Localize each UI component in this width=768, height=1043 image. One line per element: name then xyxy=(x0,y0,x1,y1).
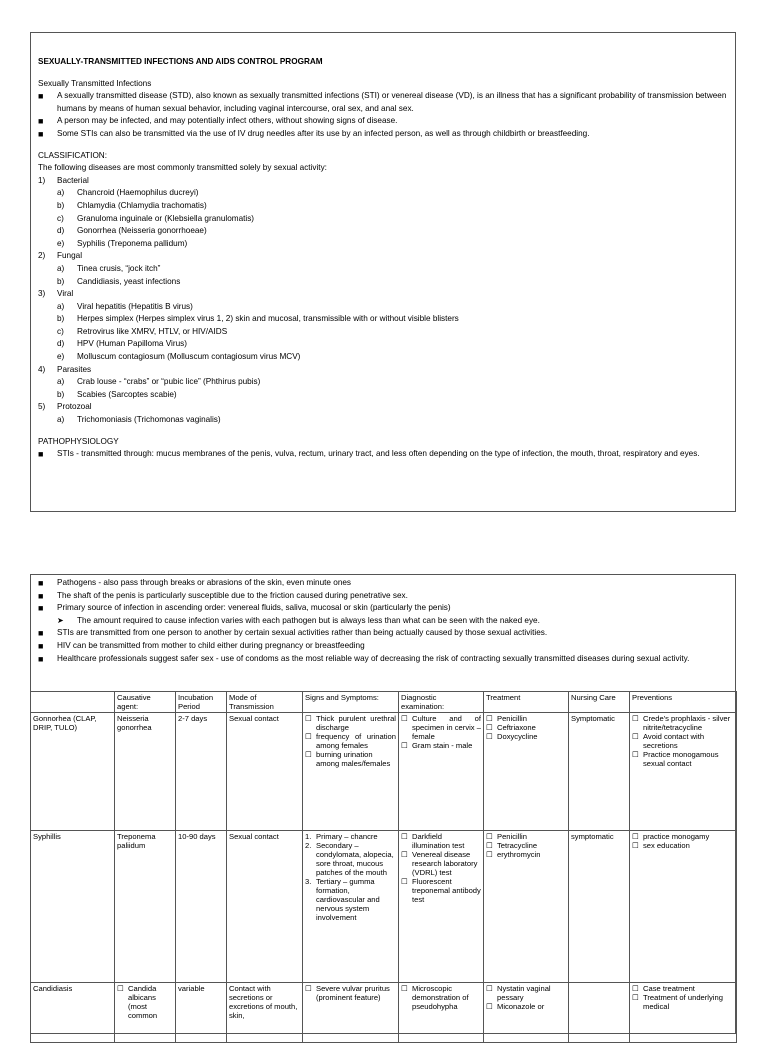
cell-item: Culture and of specimen in cervix – female xyxy=(412,714,481,741)
item-text: Crab louse - “crabs” or “pubic lice” (Phthirus pubis) xyxy=(77,377,261,387)
nursing-cell: Symptomatic xyxy=(569,713,630,831)
bullet-item xyxy=(38,128,729,141)
checkbox-bullet-icon: ☐ xyxy=(401,832,408,841)
square-bullet-icon: ■ xyxy=(38,91,44,102)
bullet-item xyxy=(38,115,729,128)
checkbox-bullet-icon: ☐ xyxy=(486,841,493,850)
cell-item: Penicillin xyxy=(497,714,527,723)
item-text: Tinea crusis, “jock itch” xyxy=(77,263,161,273)
class-item xyxy=(38,263,729,276)
bullet-text: A sexually transmitted disease (STD), also known as sexually transmitted infections (STI) or venereal disease (VD), is an illness that has a significant probability of transmission between humans by means of human sexual behavior, including vaginal intercourse, oral sex, and anal sex. xyxy=(57,91,727,113)
item-letter: a) xyxy=(57,415,65,425)
treatment-cell xyxy=(484,983,569,1043)
checkbox-bullet-icon: ☐ xyxy=(632,714,639,723)
cell-item: Primary – chancre xyxy=(316,832,378,841)
sti-subheading: Sexually Transmitted Infections xyxy=(38,78,152,88)
class-heading xyxy=(38,364,729,377)
class-item xyxy=(38,238,729,251)
item-text: Chancroid (Haemophilus ducreyi) xyxy=(77,188,199,198)
agent-cell: Treponema paliidum xyxy=(115,831,176,983)
class-item xyxy=(38,338,729,351)
bullet-text: Healthcare professionals suggest safer sex - use of condoms as the most reliable way of decreasing the risk of contracting sexually transmitted diseases during sexual activity. xyxy=(57,653,690,663)
bullet-text: HIV can be transmitted from mother to child either during pregnancy or breastfeeding xyxy=(57,640,365,650)
class-item xyxy=(38,376,729,389)
checkbox-bullet-icon: ☐ xyxy=(486,850,493,859)
square-bullet-icon: ■ xyxy=(38,640,44,651)
square-bullet-icon: ■ xyxy=(38,128,44,139)
checkbox-bullet-icon: ☐ xyxy=(632,732,639,741)
cell-item: Microscopic demonstration of pseudohypha xyxy=(412,984,469,1011)
bullet-item xyxy=(38,448,729,461)
cell-item: sex education xyxy=(643,841,690,850)
classification-heading: CLASSIFICATION: xyxy=(38,150,107,160)
square-bullet-icon: ■ xyxy=(38,653,44,664)
cell-item: Miconazole or xyxy=(497,1002,545,1011)
incubation-cell: 10-90 days xyxy=(176,831,227,983)
checkbox-bullet-icon: ☐ xyxy=(401,714,408,723)
class-number: 3) xyxy=(38,289,46,299)
bullet-item xyxy=(38,627,729,640)
table-row xyxy=(31,713,737,831)
header-cell: Nursing Care xyxy=(569,692,630,713)
class-item xyxy=(38,200,729,213)
mode-cell: Sexual contact xyxy=(227,831,303,983)
class-item xyxy=(38,187,729,200)
class-item xyxy=(38,326,729,339)
agent-cell: Neisseria gonorrhea xyxy=(115,713,176,831)
treatment-cell xyxy=(484,713,569,831)
cell-item: Tetracycline xyxy=(497,841,538,850)
cell-item: erythromycin xyxy=(497,850,541,859)
cell-item: Doxycycline xyxy=(497,732,538,741)
disease-cell: Syphillis xyxy=(31,831,115,983)
bullet-text: Pathogens - also pass through breaks or abrasions of the skin, even minute ones xyxy=(57,578,352,587)
cell-item: Venereal disease research laboratory (VDRL) test xyxy=(412,850,478,877)
arrow-item xyxy=(38,615,729,628)
signs-cell xyxy=(303,713,399,831)
header-cell: Preventions xyxy=(630,692,737,713)
item-letter: b) xyxy=(57,389,65,399)
bullet-text: STIs are transmitted from one person to another by certain sexual activities rather than being actually caused by those sexual activities. xyxy=(57,628,548,638)
cell-item: Tertiary – gumma formation, cardiovascular and nervous system involvement xyxy=(316,877,380,922)
square-bullet-icon: ■ xyxy=(38,603,44,614)
class-number: 1) xyxy=(38,175,46,185)
class-heading xyxy=(38,401,729,414)
checkbox-bullet-icon: ☐ xyxy=(305,732,312,741)
table-row xyxy=(31,983,737,1043)
checkbox-bullet-icon: ☐ xyxy=(486,984,493,993)
item-letter: b) xyxy=(57,276,65,286)
classification-intro: The following diseases are most commonly transmitted solely by sexual activity: xyxy=(38,163,327,173)
item-letter: e) xyxy=(57,238,65,248)
item-letter: c) xyxy=(57,213,64,223)
checkbox-bullet-icon: ☐ xyxy=(486,732,493,741)
cell-item: Penicillin xyxy=(497,832,527,841)
item-letter: a) xyxy=(57,377,65,387)
bullet-item xyxy=(38,653,729,666)
mode-cell: Contact with secretions or excretions of mouth, skin, xyxy=(227,983,303,1043)
sti-table xyxy=(30,691,737,1043)
square-bullet-icon: ■ xyxy=(38,628,44,639)
class-number: 4) xyxy=(38,364,46,374)
table-row xyxy=(31,831,737,983)
class-name: Viral xyxy=(57,289,74,299)
arrow-text: The amount required to cause infection varies with each pathogen but is always less than what can be seen with the naked eye. xyxy=(77,615,540,625)
class-name: Parasites xyxy=(57,364,92,374)
class-name: Protozoal xyxy=(57,402,92,412)
class-heading xyxy=(38,175,729,188)
cell-item: Thick purulent urethral discharge xyxy=(316,714,396,732)
checkbox-bullet-icon: ☐ xyxy=(632,993,639,1002)
diagnostic-cell xyxy=(399,713,484,831)
checkbox-bullet-icon: ☐ xyxy=(632,832,639,841)
cell-item: practice monogamy xyxy=(643,832,710,841)
agent-cell xyxy=(115,983,176,1043)
item-letter: c) xyxy=(57,326,64,336)
cell-item: Practice monogamous sexual contact xyxy=(643,750,719,768)
cell-item: Crede's prophlaxis - silver nitrite/tetracycline xyxy=(643,714,731,732)
checkbox-bullet-icon: ☐ xyxy=(305,750,312,759)
document-page-2 xyxy=(30,574,736,1034)
header-cell: Mode of Transmission xyxy=(227,692,303,713)
item-number: 2. xyxy=(305,841,312,850)
item-letter: d) xyxy=(57,339,65,349)
checkbox-bullet-icon: ☐ xyxy=(401,877,408,886)
header-cell: Diagnostic examination: xyxy=(399,692,484,713)
prevention-cell xyxy=(630,983,737,1043)
checkbox-bullet-icon: ☐ xyxy=(305,714,312,723)
class-item xyxy=(38,313,729,326)
header-cell: Incubation Period xyxy=(176,692,227,713)
treatment-cell xyxy=(484,831,569,983)
cell-item: Darkfield illumination test xyxy=(412,832,465,850)
bullet-text: The shaft of the penis is particularly susceptible due to the friction caused during penetrative sex. xyxy=(57,590,408,600)
incubation-cell: variable xyxy=(176,983,227,1043)
cell-item: Severe vulvar pruritus (prominent feature) xyxy=(316,984,390,1002)
item-letter: a) xyxy=(57,301,65,311)
cell-item: Avoid contact with secretions xyxy=(643,732,705,750)
bullet-item xyxy=(38,90,729,115)
cell-item: Treatment of underlying medical xyxy=(643,993,723,1011)
diagnostic-cell xyxy=(399,983,484,1043)
item-text: Viral hepatitis (Hepatitis B virus) xyxy=(77,301,193,311)
class-heading xyxy=(38,250,729,263)
class-heading xyxy=(38,288,729,301)
item-text: Syphilis (Treponema pallidum) xyxy=(77,238,188,248)
item-text: Trichomoniasis (Trichomonas vaginalis) xyxy=(77,415,221,425)
class-name: Bacterial xyxy=(57,175,89,185)
item-number: 1. xyxy=(305,832,312,841)
document-title: SEXUALLY-TRANSMITTED INFECTIONS AND AIDS CONTROL PROGRAM xyxy=(38,57,323,66)
checkbox-bullet-icon: ☐ xyxy=(632,750,639,759)
item-letter: e) xyxy=(57,352,65,362)
cell-item: Fluorescent treponemal antibody test xyxy=(412,877,481,904)
item-letter: b) xyxy=(57,200,65,210)
checkbox-bullet-icon: ☐ xyxy=(486,1002,493,1011)
square-bullet-icon: ■ xyxy=(38,590,44,601)
header-cell xyxy=(31,692,115,713)
item-letter: d) xyxy=(57,226,65,236)
incubation-cell: 2-7 days xyxy=(176,713,227,831)
cell-item: Gram stain - male xyxy=(412,741,473,750)
cell-item: Candida albicans (most common xyxy=(128,984,158,1020)
signs-cell xyxy=(303,983,399,1043)
disease-cell: Gonnorhea (CLAP, DRIP, TULO) xyxy=(31,713,115,831)
cell-item: burning urination among males/females xyxy=(316,750,391,768)
checkbox-bullet-icon: ☐ xyxy=(486,832,493,841)
item-number: 3. xyxy=(305,877,312,886)
cell-item: Nystatin vaginal pessary xyxy=(497,984,551,1002)
item-text: Chlamydia (Chlamydia trachomatis) xyxy=(77,200,207,210)
square-bullet-icon: ■ xyxy=(38,578,44,588)
square-bullet-icon: ■ xyxy=(38,116,44,127)
cell-item: Secondary – condylomata, alopecia, sore throat, mucous patches of the mouth xyxy=(316,841,394,877)
square-bullet-icon: ■ xyxy=(38,449,44,460)
bullet-text: Some STIs can also be transmitted via the use of IV drug needles after its use by an infected person, as well as through childbirth or breastfeeding. xyxy=(57,128,590,138)
item-text: Molluscum contagiosum (Molluscum contagiosum virus MCV) xyxy=(77,352,301,362)
document-page-1 xyxy=(30,32,736,512)
header-cell: Causative agent: xyxy=(115,692,176,713)
mode-cell: Sexual contact xyxy=(227,713,303,831)
class-item xyxy=(38,414,729,427)
checkbox-bullet-icon: ☐ xyxy=(632,984,639,993)
class-item xyxy=(38,276,729,289)
cell-item: Ceftriaxone xyxy=(497,723,536,732)
item-text: Gonorrhea (Neisseria gonorrhoeae) xyxy=(77,226,207,236)
nursing-cell xyxy=(569,983,630,1043)
class-item xyxy=(38,389,729,402)
disease-cell: Candidiasis xyxy=(31,983,115,1043)
checkbox-bullet-icon: ☐ xyxy=(632,841,639,850)
class-number: 5) xyxy=(38,402,46,412)
checkbox-bullet-icon: ☐ xyxy=(401,741,408,750)
signs-cell xyxy=(303,831,399,983)
bullet-item xyxy=(38,590,729,603)
item-text: Herpes simplex (Herpes simplex virus 1, 2) skin and mucosal, transmissible with or without visible blisters xyxy=(77,314,459,324)
checkbox-bullet-icon: ☐ xyxy=(486,714,493,723)
item-text: Candidiasis, yeast infections xyxy=(77,276,181,286)
checkbox-bullet-icon: ☐ xyxy=(401,850,408,859)
checkbox-bullet-icon: ☐ xyxy=(117,984,124,993)
class-item xyxy=(38,351,729,364)
prevention-cell xyxy=(630,713,737,831)
header-cell: Treatment xyxy=(484,692,569,713)
item-text: Scabies (Sarcoptes scabie) xyxy=(77,389,177,399)
cell-item: Case treatment xyxy=(643,984,695,993)
pathophysiology-heading: PATHOPHYSIOLOGY xyxy=(38,436,119,446)
item-text: HPV (Human Papilloma Virus) xyxy=(77,339,187,349)
checkbox-bullet-icon: ☐ xyxy=(486,723,493,732)
checkbox-bullet-icon: ☐ xyxy=(401,984,408,993)
table-header-row xyxy=(31,692,737,713)
cell-item: frequency of urination among females xyxy=(316,732,396,750)
item-text: Retrovirus like XMRV, HTLV, or HIV/AIDS xyxy=(77,326,228,336)
nursing-cell: symptomatic xyxy=(569,831,630,983)
class-name: Fungal xyxy=(57,251,83,261)
checkbox-bullet-icon: ☐ xyxy=(305,984,312,993)
bullet-item xyxy=(38,640,729,653)
prevention-cell xyxy=(630,831,737,983)
bullet-item xyxy=(38,602,729,615)
header-cell: Signs and Symptoms: xyxy=(303,692,399,713)
bullet-item xyxy=(38,577,729,590)
class-item xyxy=(38,225,729,238)
bullet-text: Primary source of infection in ascending order: venereal fluids, saliva, mucosal or skin (particularly the penis) xyxy=(57,603,451,613)
class-item xyxy=(38,213,729,226)
item-letter: a) xyxy=(57,263,65,273)
class-number: 2) xyxy=(38,251,46,261)
bullet-text: STIs - transmitted through: mucus membranes of the penis, vulva, rectum, urinary tract, and less often depending on the type of infection, the mouth, throat, respiratory and eyes. xyxy=(57,449,700,459)
class-item xyxy=(38,301,729,314)
item-letter: a) xyxy=(57,188,65,198)
item-letter: b) xyxy=(57,314,65,324)
item-text: Granuloma inguinale or (Klebsiella granulomatis) xyxy=(77,213,255,223)
arrowhead-icon: ➤ xyxy=(57,615,64,625)
diagnostic-cell xyxy=(399,831,484,983)
bullet-text: A person may be infected, and may potentially infect others, without showing signs of disease. xyxy=(57,116,398,126)
